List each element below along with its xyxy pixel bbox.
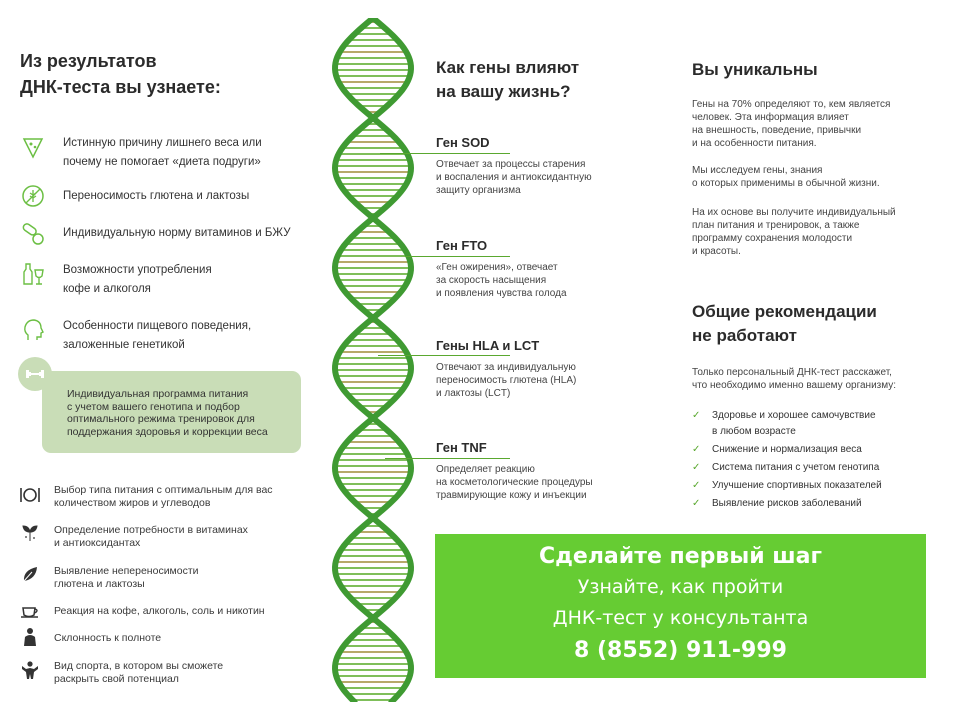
list-item-line2: и антиоксидантах — [54, 536, 141, 549]
paragraph-line: человек. Эта информация влияет — [692, 112, 849, 123]
paragraph-line: о которых применимы в обычной жизни. — [692, 178, 880, 189]
rec-title-line2: не работают — [692, 326, 797, 345]
paragraph-line: Мы исследуем гены, знания — [692, 165, 823, 176]
gene-desc-line: Отвечает за процессы старения — [436, 159, 586, 170]
plate-cutlery-icon — [20, 485, 40, 505]
rec-title-line1: Общие рекомендации — [692, 302, 877, 321]
middle-title-line2: на вашу жизнь? — [436, 82, 571, 101]
gene-desc-line: переносимость глютена (HLA) — [436, 375, 577, 386]
check-icon: ✓ — [692, 498, 701, 509]
check-item — [692, 442, 862, 458]
check-icon: ✓ — [692, 462, 701, 473]
dumbbell-icon — [25, 364, 45, 384]
list-item-line1: Выбор типа питания с оптимальным для вас — [54, 484, 273, 496]
gene-desc-line: «Ген ожирения», отвечает — [436, 262, 558, 273]
check-item — [692, 478, 882, 494]
gene-desc-line: Определяет реакцию — [436, 464, 535, 475]
list-item-line2: кофе и алкоголя — [63, 283, 151, 295]
list-item — [54, 484, 273, 509]
check-item — [692, 496, 862, 512]
list-item-line2: раскрыть свой потенциал — [54, 672, 179, 685]
left-title — [20, 48, 221, 100]
gene-desc — [436, 463, 593, 502]
middle-title-line1: Как гены влияют — [436, 58, 580, 77]
gene-desc — [436, 361, 576, 400]
highlight-line: с учетом вашего генотипа и подбор — [67, 400, 240, 413]
list-item-line2: количеством жиров и углеводов — [54, 496, 211, 509]
coffee-cup-icon — [20, 600, 40, 620]
unique-paragraph-1 — [692, 98, 890, 150]
check-item-text: Выявление рисков заболеваний — [712, 498, 862, 509]
wheat-icon — [21, 184, 45, 208]
paragraph-line: Гены на 70% определяют то, кем является — [692, 99, 891, 110]
highlight-line: оптимального режима тренировок для — [67, 413, 255, 426]
list-item-line1: Склонность к полноте — [54, 632, 162, 644]
check-item-text: Улучшение спортивных показателей — [712, 480, 882, 491]
gene-block-hla-lct — [436, 337, 576, 400]
list-item-line2: заложенные генетикой — [63, 339, 185, 351]
body-icon — [20, 627, 40, 647]
list-item — [63, 261, 212, 299]
check-item-text: Здоровье и хорошее самочувствие — [712, 410, 876, 421]
gene-desc-line: на косметологические процедуры — [436, 477, 593, 488]
list-item-line2: почему не помогает «диета подруги» — [63, 156, 261, 168]
list-item-line1: Истинную причину лишнего веса или — [63, 137, 262, 149]
leaf-icon — [20, 564, 40, 584]
left-title-line1: Из результатов — [20, 51, 157, 71]
gene-desc-line: Отвечают за индивидуальную — [436, 362, 576, 373]
check-item — [692, 460, 879, 476]
unique-paragraph-2 — [692, 164, 880, 190]
list-item — [54, 632, 161, 645]
gene-name: Ген FTO — [436, 238, 488, 253]
paragraph-line: и на особенности питания. — [692, 138, 817, 149]
gene-block-sod — [436, 134, 592, 197]
middle-title — [436, 56, 579, 104]
paragraph-line: На их основе вы получите индивидуальный — [692, 207, 896, 218]
paragraph-line: и красоты. — [692, 246, 741, 257]
dna-backbone-2 — [335, 18, 411, 702]
list-item — [63, 317, 251, 355]
paragraph-line: программу сохранения молодости — [692, 233, 853, 244]
recommendations-paragraph — [692, 366, 896, 392]
dna-helix-graphic — [318, 18, 428, 702]
paragraph-line: Только персональный ДНК-тест расскажет, — [692, 367, 892, 378]
recommendations-title — [692, 300, 877, 348]
left-title-line2: ДНК-теста вы узнаете: — [20, 77, 221, 97]
highlight-text — [67, 388, 299, 438]
gene-desc-line: и появления чувства голода — [436, 288, 567, 299]
pizza-icon — [21, 135, 45, 159]
list-item — [63, 187, 249, 206]
list-item-line1: Определение потребности в витаминах — [54, 524, 248, 536]
paragraph-line: что необходимо именно вашему организму: — [692, 380, 897, 391]
check-icon: ✓ — [692, 410, 701, 421]
list-item — [63, 224, 291, 243]
cta-headline: Сделайте первый шаг — [538, 544, 822, 569]
check-item-text: Снижение и нормализация веса — [712, 444, 862, 455]
cta-phone[interactable]: 8 (8552) 911-999 — [574, 638, 787, 663]
list-item — [63, 134, 262, 172]
sprout-icon — [20, 523, 40, 543]
list-item-line1: Возможности употребления — [63, 264, 212, 276]
gene-name: Ген SOD — [436, 135, 490, 150]
check-item-text-line2: в любом возрасте — [712, 426, 796, 437]
gene-desc-line: и воспаления и антиоксидантную — [436, 172, 592, 183]
gene-desc-line: за скорость насыщения — [436, 275, 547, 286]
list-item-line1: Вид спорта, в котором вы сможете — [54, 660, 224, 672]
list-item-line1: Реакция на кофе, алкоголь, соль и никотин — [54, 605, 265, 617]
list-item-line2: глютена и лактозы — [54, 577, 145, 590]
cta-subline-1: Узнайте, как пройти — [577, 576, 784, 598]
gene-desc-line: травмирующие кожу и инъекции — [436, 490, 587, 501]
gene-name: Гены HLA и LCT — [436, 338, 540, 353]
list-item-line1: Переносимость глютена и лактозы — [63, 190, 250, 202]
athlete-icon — [20, 660, 40, 680]
list-item — [54, 524, 248, 549]
pills-icon — [21, 222, 45, 246]
gene-desc-line: защиту организма — [436, 185, 521, 196]
paragraph-line: план питания и тренировок, а также — [692, 220, 860, 231]
unique-title: Вы уникальны — [692, 60, 818, 79]
highlight-line: поддержания здоровья и коррекции веса — [67, 425, 268, 438]
list-item-line1: Индивидуальную норму витаминов и БЖУ — [63, 227, 291, 239]
check-icon: ✓ — [692, 444, 701, 455]
list-item — [54, 565, 199, 590]
bottle-glass-icon — [21, 262, 45, 286]
head-icon — [21, 318, 45, 342]
list-item-line1: Выявление непереносимости — [54, 565, 199, 577]
check-item — [692, 408, 876, 440]
gene-name: Ген TNF — [436, 440, 487, 455]
gene-desc-line: и лактозы (LCT) — [436, 388, 511, 399]
cta-subline-2: ДНК-тест у консультанта — [552, 607, 809, 629]
highlight-line: Индивидуальная программа питания — [67, 388, 249, 400]
gene-block-tnf — [436, 439, 593, 502]
list-item — [54, 660, 223, 685]
gene-block-fto — [436, 237, 567, 300]
check-item-text: Система питания с учетом генотипа — [712, 462, 880, 473]
check-icon: ✓ — [692, 480, 701, 491]
gene-desc — [436, 158, 592, 197]
gene-desc — [436, 261, 567, 300]
list-item-line1: Особенности пищевого поведения, — [63, 320, 252, 332]
cta-banner[interactable] — [435, 534, 926, 678]
paragraph-line: на внешность, поведение, привычки — [692, 125, 862, 136]
list-item — [54, 605, 265, 618]
unique-paragraph-3 — [692, 206, 896, 258]
